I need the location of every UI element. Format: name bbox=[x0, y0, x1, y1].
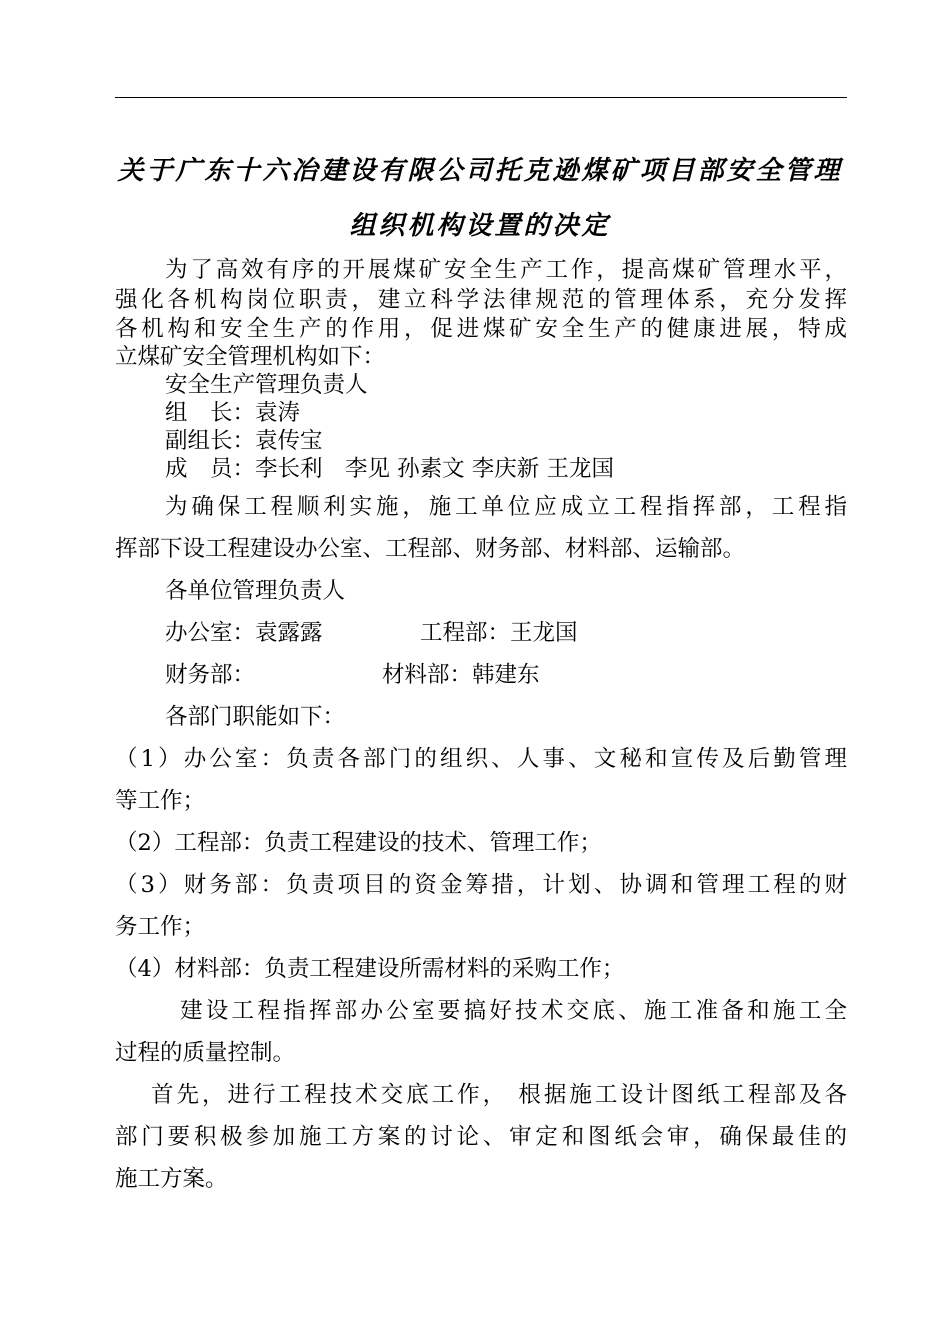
safety-heading: 安全生产管理负责人 bbox=[165, 372, 368, 398]
engineering-head: 工程部：王龙国 bbox=[420, 620, 578, 646]
leader-line: 组 长：袁涛 bbox=[165, 400, 301, 426]
deputy-leader-line: 副组长：袁传宝 bbox=[165, 428, 323, 454]
finance-head: 财务部： bbox=[165, 662, 256, 688]
office-task-line-2: 过程的质量控制。 bbox=[115, 1040, 296, 1066]
duties-heading: 各部门职能如下： bbox=[165, 704, 346, 730]
header-rule bbox=[115, 97, 847, 98]
intro-line-2: 强化各机构岗位职责，建立科学法律规范的管理体系，充分发挥 bbox=[115, 287, 847, 313]
intro-line-1: 为了高效有序的开展煤矿安全生产工作，提高煤矿管理水平， bbox=[165, 257, 847, 283]
document-title-line-1: 关于广东十六冶建设有限公司托克逊煤矿项目部安全管理 bbox=[117, 156, 843, 186]
first-step-line-2: 部门要积极参加施工方案的讨论、审定和图纸会审，确保最佳的 bbox=[115, 1124, 847, 1150]
first-step-line-3: 施工方案。 bbox=[115, 1166, 228, 1192]
first-step-line-1: 首先，进行工程技术交底工作， 根据施工设计图纸工程部及各 bbox=[151, 1082, 847, 1108]
command-line-1: 为确保工程顺利实施，施工单位应成立工程指挥部，工程指 bbox=[165, 494, 847, 520]
duty-1-line-1: （1）办公室：负责各部门的组织、人事、文秘和宣传及后勤管理 bbox=[115, 746, 847, 772]
units-heading: 各单位管理负责人 bbox=[165, 578, 346, 604]
office-task-line-1: 建设工程指挥部办公室要搞好技术交底、施工准备和施工全 bbox=[180, 998, 847, 1024]
duty-1-line-2: 等工作； bbox=[115, 788, 206, 814]
members-line: 成 员：李长利 李见 孙素文 李庆新 王龙国 bbox=[165, 456, 614, 482]
intro-line-3: 各机构和安全生产的作用，促进煤矿安全生产的健康进展，特成 bbox=[115, 316, 847, 342]
duty-3-line-1: （3）财务部：负责项目的资金筹措，计划、协调和管理工程的财 bbox=[115, 872, 847, 898]
materials-head: 材料部：韩建东 bbox=[382, 662, 540, 688]
office-head: 办公室：袁露露 bbox=[165, 620, 323, 646]
duty-4: （4）材料部：负责工程建设所需材料的采购工作； bbox=[115, 956, 625, 982]
document-title-line-2: 组织机构设置的决定 bbox=[349, 211, 611, 241]
duty-2: （2）工程部：负责工程建设的技术、管理工作； bbox=[115, 830, 602, 856]
duty-3-line-2: 务工作； bbox=[115, 914, 206, 940]
intro-line-4: 立煤矿安全管理机构如下： bbox=[115, 344, 386, 370]
command-line-2: 挥部下设工程建设办公室、工程部、财务部、材料部、运输部。 bbox=[115, 536, 746, 562]
